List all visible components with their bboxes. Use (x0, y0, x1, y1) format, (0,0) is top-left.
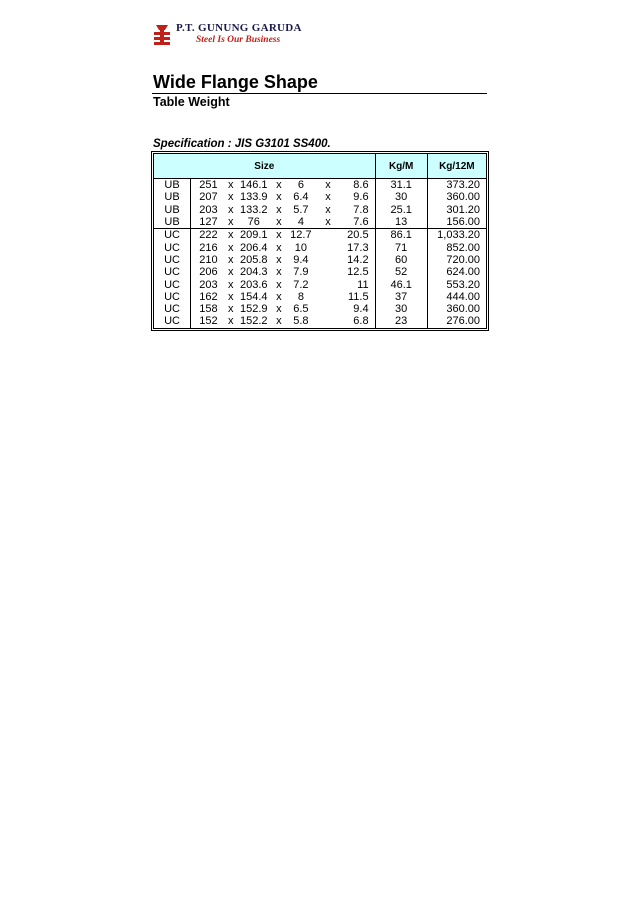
cell-type: UC (154, 278, 191, 290)
cell-depth: 222 (191, 229, 226, 242)
cell-web-thickness: 6.4 (293, 191, 309, 204)
cell-kg-per-m: 30 (375, 191, 427, 203)
cell-separator: x (227, 191, 234, 204)
cell-separator: x (226, 229, 236, 242)
cell-web-thickness: 5.7 (293, 203, 309, 216)
cell-depth: 127 (199, 216, 218, 229)
table-row (154, 291, 487, 303)
cell-separator: x (227, 290, 234, 303)
cell-web-thickness: 12.7 (286, 229, 316, 242)
cell-width: 152.9 (240, 303, 268, 316)
cell-kg-per-12m: 373.20 (427, 179, 486, 192)
cell-separator: x (325, 203, 331, 216)
cell-separator: x (276, 203, 282, 216)
cell-flange-thickness: 8.6 (340, 179, 375, 192)
cell-separator: x (226, 179, 236, 192)
cell-type: UC (154, 315, 191, 328)
cell-depth: 216 (199, 241, 218, 254)
cell-kg-per-12m: 156.00 (427, 216, 486, 229)
cell-separator: x (227, 303, 234, 316)
cell-width: 133.9 (240, 191, 268, 204)
cell-separator: x (227, 203, 234, 216)
cell-depth: 203 (199, 278, 218, 291)
cell-type: UC (154, 254, 191, 266)
cell-type: UC (154, 241, 191, 253)
cell-separator (316, 254, 340, 266)
cell-separator: x (276, 253, 282, 266)
cell-flange-thickness: 9.4 (340, 303, 375, 315)
cell-flange-thickness: 12.5 (340, 266, 375, 278)
cell-type: UB (154, 179, 191, 192)
cell-separator: x (325, 191, 331, 204)
cell-depth: 152 (191, 315, 226, 328)
title-divider (152, 93, 487, 94)
table-row (154, 191, 487, 203)
cell-separator (316, 278, 340, 290)
cell-type: UB (154, 191, 191, 203)
cell-flange-thickness: 11 (340, 278, 375, 290)
cell-kg-per-12m: 720.00 (427, 254, 486, 266)
table-row (154, 216, 487, 229)
cell-separator: x (227, 216, 234, 229)
cell-web-thickness: 7.9 (293, 266, 309, 279)
cell-flange-thickness: 7.8 (340, 204, 375, 216)
cell-web-thickness: 6.5 (293, 303, 309, 316)
cell-separator (316, 241, 340, 253)
weight-table (153, 153, 487, 329)
cell-separator (316, 266, 340, 278)
cell-width: 76 (247, 216, 260, 229)
cell-type: UC (154, 291, 191, 303)
cell-flange-thickness: 17.3 (340, 241, 375, 253)
cell-kg-per-m: 60 (375, 254, 427, 266)
cell-kg-per-m: 37 (375, 291, 427, 303)
cell-kg-per-m: 71 (375, 241, 427, 253)
table-row (154, 315, 487, 328)
cell-type: UB (154, 204, 191, 216)
cell-separator: x (226, 315, 236, 328)
table-row (154, 266, 487, 278)
table-row (154, 278, 487, 290)
cell-kg-per-12m: 624.00 (427, 266, 486, 278)
cell-width: 154.4 (240, 290, 268, 303)
column-header-size: Size (154, 154, 376, 179)
cell-kg-per-m: 86.1 (375, 229, 427, 242)
cell-kg-per-12m: 1,033.20 (427, 229, 486, 242)
cell-kg-per-12m: 301.20 (427, 204, 486, 216)
company-logo (152, 20, 312, 50)
cell-web-thickness: 5.8 (286, 315, 316, 328)
cell-separator (316, 229, 340, 242)
cell-kg-per-m: 23 (375, 315, 427, 328)
table-row (154, 179, 487, 192)
cell-flange-thickness: 11.5 (340, 291, 375, 303)
cell-kg-per-12m: 852.00 (427, 241, 486, 253)
cell-width: 203.6 (240, 278, 268, 291)
cell-separator: x (227, 266, 234, 279)
cell-separator: x (227, 278, 234, 291)
cell-separator: x (325, 216, 331, 229)
cell-web-thickness: 9.4 (293, 253, 309, 266)
cell-width: 209.1 (236, 229, 272, 242)
cell-type: UC (154, 303, 191, 315)
cell-width: 206.4 (240, 241, 268, 254)
cell-width: 204.3 (240, 266, 268, 279)
cell-depth: 158 (199, 303, 218, 316)
cell-depth: 251 (191, 179, 226, 192)
cell-separator: x (276, 278, 282, 291)
weight-table-frame (151, 151, 489, 331)
cell-kg-per-m: 52 (375, 266, 427, 278)
cell-kg-per-12m: 553.20 (427, 278, 486, 290)
cell-width: 205.8 (240, 253, 268, 266)
cell-separator: x (276, 290, 282, 303)
cell-flange-thickness: 6.8 (340, 315, 375, 328)
cell-separator: x (272, 229, 286, 242)
cell-flange-thickness: 14.2 (340, 254, 375, 266)
page-title: Wide Flange Shape (153, 72, 318, 92)
cell-web-thickness: 7.2 (293, 278, 309, 291)
cell-kg-per-12m: 360.00 (427, 303, 486, 315)
cell-separator: x (276, 241, 282, 254)
cell-depth: 207 (199, 191, 218, 204)
cell-kg-per-m: 30 (375, 303, 427, 315)
cell-type: UC (154, 229, 191, 242)
cell-separator (316, 303, 340, 315)
garuda-logo-icon (152, 22, 172, 48)
cell-web-thickness: 8 (297, 290, 304, 303)
page-subtitle: Table Weight (153, 95, 230, 109)
table-row (154, 204, 487, 216)
column-header-kg-m: Kg/M (375, 154, 427, 179)
cell-separator: x (272, 179, 286, 192)
company-name: P.T. GUNUNG GARUDA (176, 22, 302, 34)
column-header-kg-12m: Kg/12M (427, 154, 486, 179)
cell-separator: x (276, 303, 282, 316)
cell-separator: x (227, 253, 234, 266)
cell-kg-per-m: 13 (375, 216, 427, 229)
table-row (154, 303, 487, 315)
cell-web-thickness: 6 (286, 179, 316, 192)
cell-width: 133.2 (240, 203, 268, 216)
cell-web-thickness: 10 (294, 241, 307, 254)
cell-separator (316, 291, 340, 303)
table-row (154, 241, 487, 253)
cell-flange-thickness: 20.5 (340, 229, 375, 242)
cell-kg-per-12m: 444.00 (427, 291, 486, 303)
table-header-row (154, 154, 487, 179)
cell-width: 152.2 (236, 315, 272, 328)
cell-separator: x (276, 266, 282, 279)
cell-web-thickness: 4 (297, 216, 304, 229)
table-row (154, 254, 487, 266)
cell-type: UC (154, 266, 191, 278)
cell-separator: x (227, 241, 234, 254)
table-row (154, 229, 487, 242)
cell-separator: x (272, 315, 286, 328)
cell-separator: x (276, 216, 282, 229)
company-tagline: Steel Is Our Business (196, 35, 281, 45)
cell-kg-per-m: 31.1 (375, 179, 427, 192)
cell-flange-thickness: 9.6 (340, 191, 375, 203)
cell-depth: 203 (199, 203, 218, 216)
specification-label: Specification : JIS G3101 SS400. (153, 138, 331, 150)
cell-width: 146.1 (236, 179, 272, 192)
cell-flange-thickness: 7.6 (340, 216, 375, 229)
cell-separator (316, 315, 340, 328)
cell-kg-per-m: 25.1 (375, 204, 427, 216)
cell-separator: x (276, 191, 282, 204)
cell-type: UB (154, 216, 191, 229)
cell-depth: 162 (199, 290, 218, 303)
cell-kg-per-12m: 276.00 (427, 315, 486, 328)
cell-depth: 210 (199, 253, 218, 266)
cell-depth: 206 (199, 266, 218, 279)
cell-separator: x (316, 179, 340, 192)
cell-kg-per-12m: 360.00 (427, 191, 486, 203)
cell-kg-per-m: 46.1 (375, 278, 427, 290)
